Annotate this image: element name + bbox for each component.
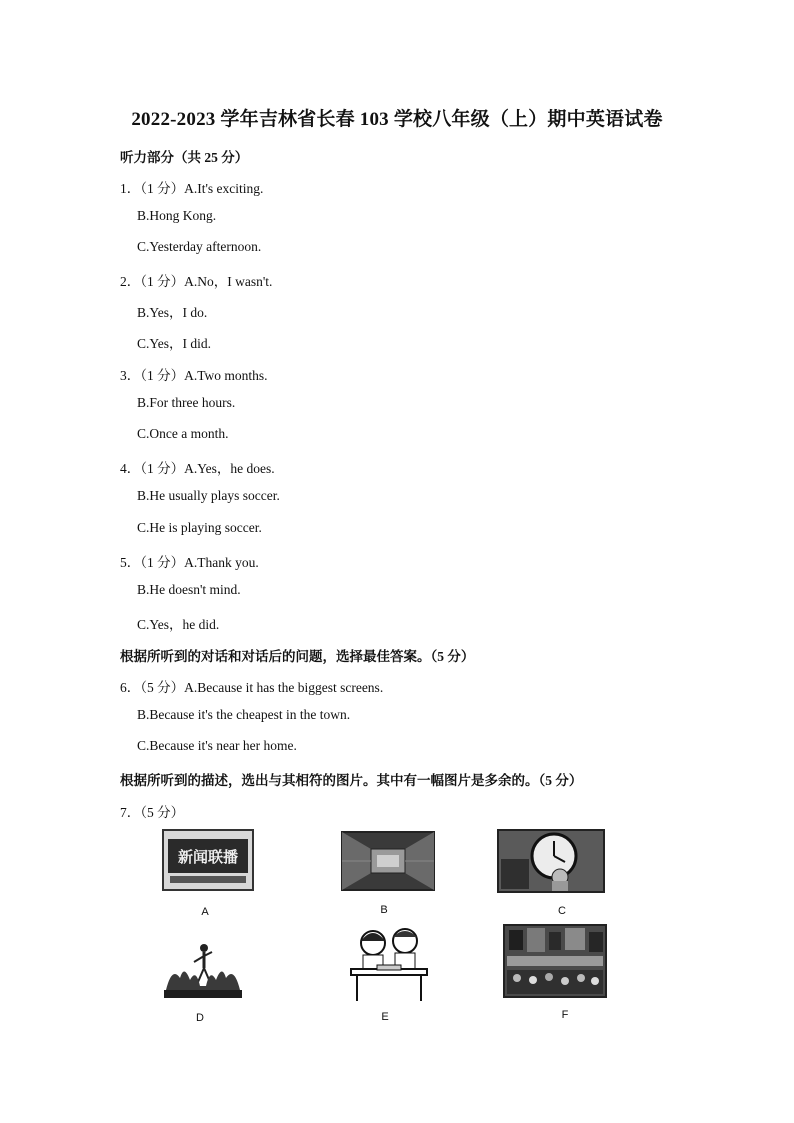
question-5-stem: 5．（1 分）A.Thank you.	[120, 555, 259, 570]
question-6-stem: 6．（5 分）A.Because it has the biggest screens.	[120, 680, 384, 695]
question-2-option-b: B.Yes，I do.	[137, 305, 208, 320]
news-logo-text: 新闻联播	[177, 848, 239, 866]
question-3-stem: 3．（1 分）A.Two months.	[120, 368, 268, 383]
two-students-icon	[347, 925, 431, 1003]
news-logo-icon	[162, 829, 254, 891]
picture-label-f: F	[561, 1009, 569, 1021]
question-7-stem: 7．（5 分）	[120, 805, 185, 820]
question-2-stem: 2．（1 分）A.No，I wasn't.	[120, 274, 273, 289]
question-4-option-c: C.He is playing soccer.	[137, 520, 262, 535]
question-6-option-b: B.Because it's the cheapest in the town.	[137, 707, 351, 722]
question-1-option-c: C.Yesterday afternoon.	[137, 239, 262, 254]
dancer-stage-icon	[162, 942, 244, 1002]
question-3-option-c: C.Once a month.	[137, 426, 229, 441]
question-6-option-c: C.Because it's near her home.	[137, 738, 297, 753]
question-5-option-b: B.He doesn't mind.	[137, 582, 241, 597]
picture-label-e: E	[381, 1011, 389, 1023]
question-1-option-b: B.Hong Kong.	[137, 208, 217, 223]
city-crowd-icon	[503, 924, 607, 998]
section-heading-pictures: 根据所听到的描述，选出与其相符的图片。其中有一幅图片是多余的。（5 分）	[120, 773, 583, 788]
tv-screen-icon	[341, 831, 435, 891]
question-1-stem: 1．（1 分）A.It's exciting.	[120, 181, 264, 196]
picture-label-b: B	[380, 904, 388, 916]
question-5-option-c: C.Yes，he did.	[137, 617, 220, 632]
picture-label-a: A	[201, 906, 209, 918]
section-heading-listening: 听力部分（共 25 分）	[120, 150, 249, 165]
section-heading-dialog: 根据所听到的对话和对话后的问题，选择最佳答案。（5 分）	[120, 649, 475, 664]
picture-label-d: D	[196, 1012, 204, 1024]
picture-label-c: C	[558, 905, 566, 917]
page-title: 2022-2023 学年吉林省长春 103 学校八年级（上）期中英语试卷	[131, 109, 663, 130]
clock-icon	[497, 829, 605, 893]
question-4-stem: 4．（1 分）A.Yes，he does.	[120, 461, 275, 476]
question-4-option-b: B.He usually plays soccer.	[137, 488, 280, 503]
question-3-option-b: B.For three hours.	[137, 395, 236, 410]
question-2-option-c: C.Yes，I did.	[137, 336, 212, 351]
